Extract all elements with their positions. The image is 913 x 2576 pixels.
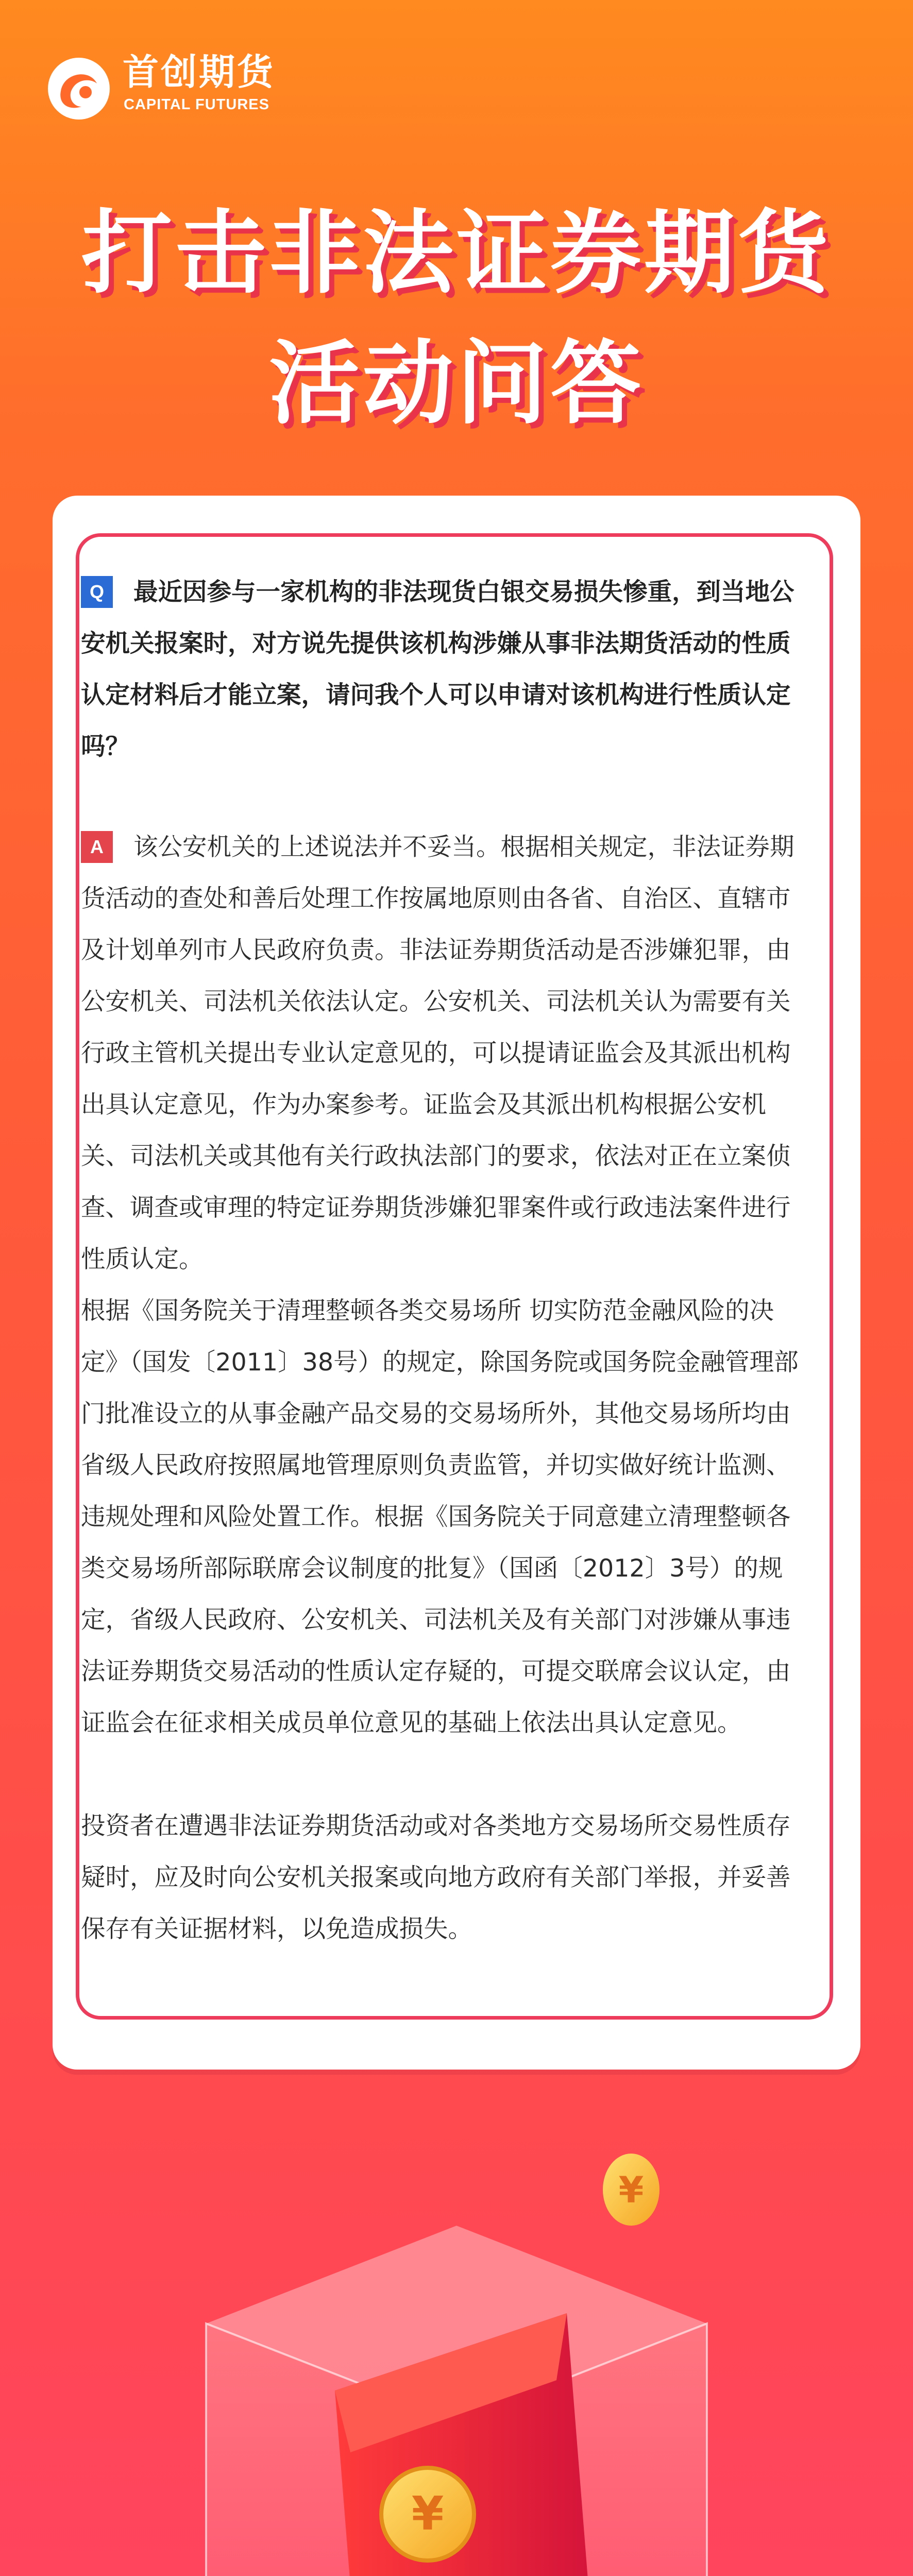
answer-paragraph-1: 该公安机关的上述说法并不妥当。根据相关规定，非法证券期货活动的查处和善后处理工作按属地原则由各省、自治区、直辖市及计划单列市人民政府负责。非法证券期货活动是否涉嫌犯罪，由公安机关、司法机关依法认定。公安机关、司法机关认为需要有关行政主管机关提出专业认定意见的，可以提请证监会及其派出机构出具认定意见，作为办案参考。证监会及其派出机构根据公安机关、司法机关或其他有关行政执法部门的要求，依法对正在立案侦查、调查或审理的特定证券期货涉嫌犯罪案件或行政违法案件进行性质认定。 bbox=[81, 833, 794, 1274]
question-block bbox=[81, 567, 806, 773]
answer-badge: A bbox=[81, 831, 113, 863]
answer-block bbox=[81, 822, 806, 1285]
answer-paragraph-3-block bbox=[81, 1801, 806, 1955]
answer-paragraph-3: 投资者在遭遇非法证券期货活动或对各类地方交易场所交易性质存疑时，应及时向公安机关报案或向地方政府有关部门举报，并妥善保存有关证据材料，以免造成损失。 bbox=[81, 1812, 791, 1943]
brand-name-cn: 首创期货 bbox=[123, 51, 275, 93]
capital-futures-logo-icon bbox=[45, 55, 112, 122]
svg-text:¥: ¥ bbox=[618, 2169, 644, 2211]
isometric-money-box-illustration bbox=[0, 2092, 913, 2576]
brand-name-en: CAPITAL FUTURES bbox=[124, 96, 269, 113]
question-text: 最近因参与一家机构的非法现货白银交易损失惨重，到当地公安机关报案时，对方说先提供该机构涉嫌从事非法期货活动的性质认定材料后才能立案，请问我个人可以申请对该机构进行性质认定吗？ bbox=[81, 578, 794, 761]
answer-paragraph-2: 根据《国务院关于清理整顿各类交易场所 切实防范金融风险的决定》（国发〔2011〕38号）的规定，除国务院或国务院金融管理部门批准设立的从事金融产品交易的交易场所外，其他交易场所均由省级人民政府按照属地管理原则负责监管，并切实做好统计监测、违规处理和风险处置工作。根据《国务院关于同意建立清理整顿各类交易场所部际联席会议制度的批复》（国函〔2012〕3号）的规定，省级人民政府、公安机关、司法机关及有关部门对涉嫌从事违法证券期货交易活动的性质认定存疑的，可提交联席会议认定，由证监会在征求相关成员单位意见的基础上依法出具认定意见。 bbox=[81, 1297, 799, 1737]
svg-text:¥: ¥ bbox=[411, 2487, 444, 2541]
page-title-line-2: 活动问答 bbox=[268, 331, 644, 436]
question-badge: Q bbox=[81, 576, 113, 608]
answer-paragraph-2-block bbox=[81, 1285, 806, 1749]
brand-logo bbox=[45, 49, 354, 126]
page-title-line-1: 打击非法证券期货 bbox=[81, 200, 832, 306]
